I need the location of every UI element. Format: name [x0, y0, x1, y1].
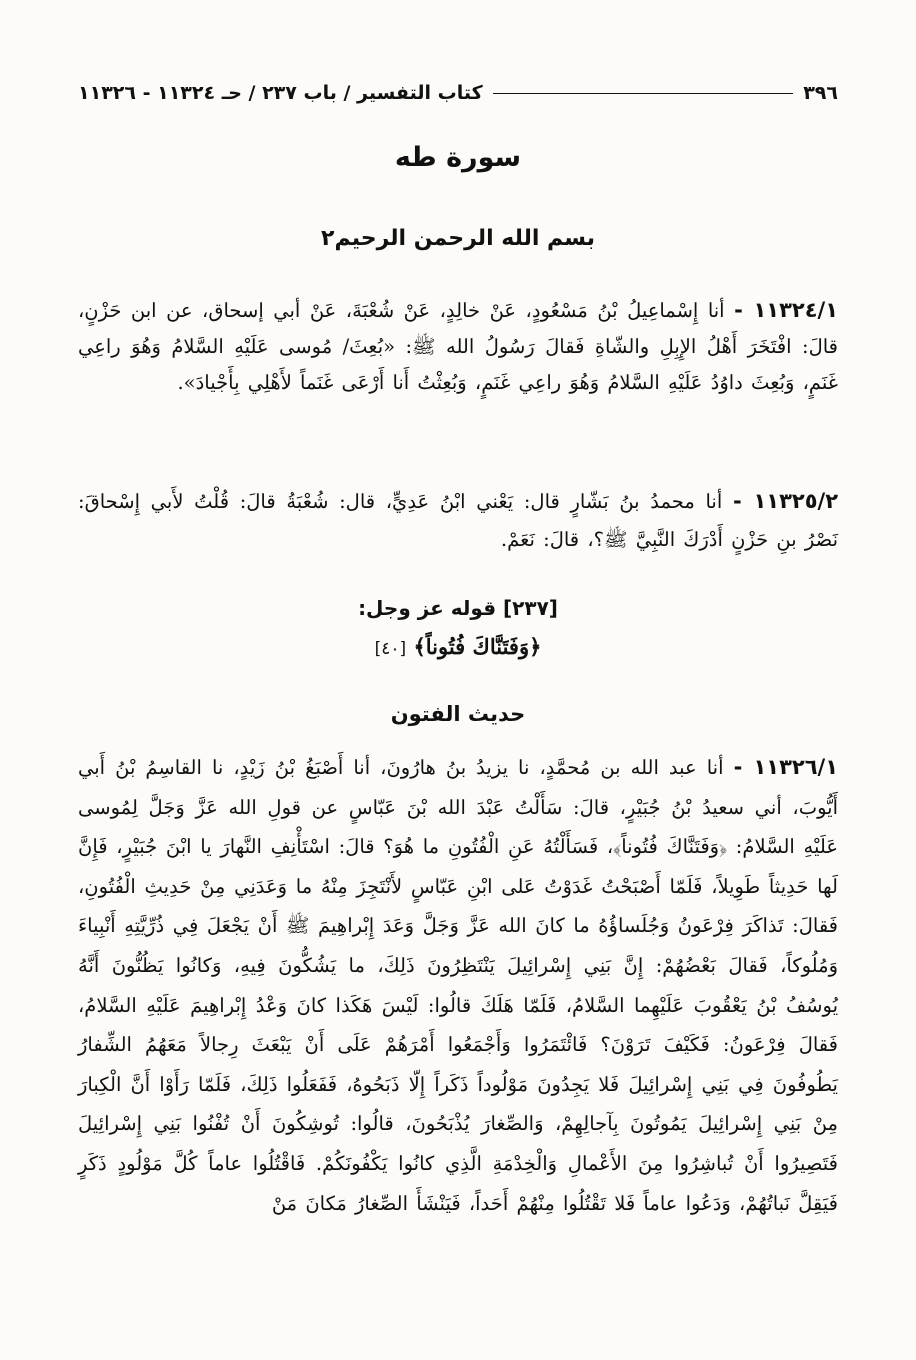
running-title: كتاب التفسير / باب ٢٣٧ / حـ ١١٣٢٤ - ١١٣٢٦ — [78, 82, 483, 104]
surah-title: سورة طه — [394, 142, 522, 173]
hadith-paragraph-11325 — [78, 482, 838, 559]
quran-verse — [78, 634, 838, 659]
hadith-text: أنا إِسْماعِيلُ بْنُ مَسْعُودٍ، عَنْ خالِدٍ، عَنْ شُعْبَةَ، عَنْ أبي إسحاق، عن ابن حَزْنٍ، قالَ: افْتَخَرَ أَهْلُ الإِبِلِ والشّاةِ فَقالَ رَسُولُ الله ﷺ: «بُعِثَ/ مُوسى عَلَيْهِ السَّلامُ وَهُوَ راعِي غَنَمٍ، وَبُعِثَ داوُدُ عَلَيْهِ السَّلامُ وَهُوَ راعِي غَنَمٍ، وَبُعِثْتُ أَنا أَرْعَى غَنَماً لأَهْلِي بِأَجْيادَ». — [78, 299, 838, 394]
hadith-number: ١١٣٢٤/١ - — [734, 298, 839, 322]
hadith-text: أنا عبد الله بن مُحمَّدٍ، نا يزيدُ بنُ هارُونَ، أنا أَصْبَغُ بْنُ زَيْدٍ، نا القاسِمُ بْنُ أَبي أَيُّوبَ، أني سعيدُ بْنُ جُبَيْرٍ، قالَ: سَأَلْتُ عَبْدَ الله بْنَ عَبّاسٍ عن قولِ الله عَزَّ وَجَلَّ لِمُوسى عَلَيْهِ السَّلامُ: ﴿وَفَتَنَّاكَ فُتُوناً﴾، فَسَأَلْتُهُ عَنِ الْفُتُونِ ما هُوَ؟ قالَ: اسْتَأْنِفِ النَّهارَ يا ابْنَ جُبَيْرٍ، فَإِنَّ لَها حَدِيثاً طَوِيلاً، فَلَمّا أَصْبَحْتُ غَدَوْتُ عَلى ابْنِ عَبّاسٍ لأَنْتَجِزَ مِنْهُ ما وَعَدَنِي مِنْ حَدِيثِ الْفُتُونِ، فَقالَ: تَذاكَرَ فِرْعَونُ وَجُلَساؤُهُ ما كانَ الله عَزَّ وَجَلَّ وَعَدَ إِبْراهِيمَ ﷺ أَنْ يَجْعَلَ فِي ذُرِّيَّتِهِ أَنْبِياءَ وَمُلُوكاً، فَقالَ بَعْضُهُمْ: إِنَّ بَنِي إِسْرائِيلَ يَنْتَظِرُونَ ذَلِكَ، ما يَشُكُّونَ فِيهِ، وَكانُوا يَظُنُّونَ أَنَّهُ يُوسُفُ بْنُ يَعْقُوبَ عَلَيْهِما السَّلامُ، فَلَمّا هَلَكَ قالُوا: لَيْسَ هَكَذا كانَ وَعْدُ إِبْراهِيمَ عَلَيْهِ السَّلامُ، فَقالَ فِرْعَونُ: فَكَيْفَ تَرَوْنَ؟ فَائْتَمَرُوا وَأَجْمَعُوا أَمْرَهُمْ عَلَى أَنْ يَبْعَثَ رِجالاً مَعَهُمُ الشِّفارُ يَطُوفُونَ فِي بَنِي إِسْرائِيلَ فَلا يَجِدُونَ مَوْلُوداً ذَكَراً إِلّا ذَبَحُوهُ، فَفَعَلُوا ذَلِكَ، فَلَمّا رَأَوْا أَنَّ الْكِبارَ مِنْ بَنِي إِسْرائِيلَ يَمُوتُونَ بِآجالِهِمْ، وَالصِّغارَ يُذْبَحُونَ، قالُوا: تُوشِكُونَ أَنْ تُفْنُوا بَنِي إِسْرائِيلَ فَتَصِيرُوا أَنْ تُباشِرُوا مِنَ الأَعْمالِ وَالْخِدْمَةِ الَّذِي كانُوا يَكْفُونَكُمْ. فَاقْتُلُوا عاماً كُلَّ مَوْلُودٍ ذَكَرٍ فَيَقِلَّ نَباتُهُمْ، وَدَعُوا عاماً فَلا تَقْتُلُوا مِنْهُمْ أَحَداً، فَيَنْشَأَ الصِّغارُ مَكانَ مَنْ — [78, 756, 838, 1215]
page-number: ٣٩٦ — [803, 82, 838, 104]
hadith-paragraph-11326 — [78, 748, 838, 1223]
hadith-number: ١١٣٢٥/٢ - — [732, 489, 839, 513]
verse-reference: [٤٠] — [374, 639, 407, 659]
section-title: حديث الفتون — [390, 702, 526, 726]
running-header — [78, 78, 838, 108]
hadith-number: ١١٣٢٦/١ - — [733, 755, 839, 779]
hadith-paragraph-11324 — [78, 292, 838, 401]
hadith-text: أنا محمدُ بنُ بَشّارٍ قال: يَعْني ابْنُ عَدِيٍّ، قال: شُعْبَةُ قالَ: قُلْتُ لأَبي إِسْحاقَ: نَصْرُ بنِ حَزْنٍ أَدْرَكَ النَّبِيَّ ﷺ؟، قالَ: نَعَمْ. — [78, 490, 838, 551]
header-rule — [493, 93, 794, 94]
verse-text: ﴿وَفَتَنَّاكَ فُتُوناً﴾ — [413, 634, 542, 659]
chapter-heading: [٢٣٧] قوله عز وجل: — [358, 596, 558, 620]
basmala: بسم الله الرحمن الرحيم٢ — [321, 226, 595, 251]
